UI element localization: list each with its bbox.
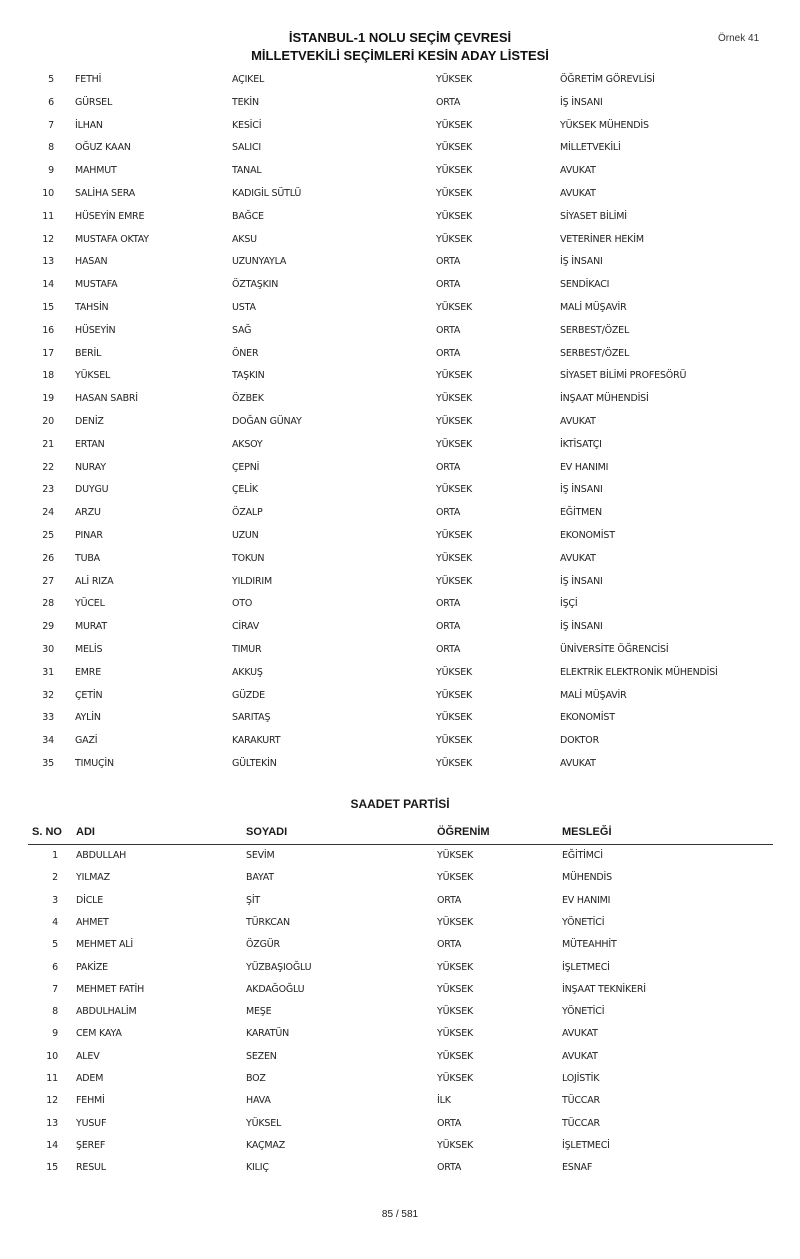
cell-education: YÜKSEK: [436, 712, 473, 724]
cell-profession: İŞ İNSANI: [560, 621, 603, 633]
cell-surname: TANAL: [232, 165, 262, 177]
cell-education: ORTA: [436, 461, 461, 473]
cell-education: YÜKSEK: [436, 210, 473, 222]
cell-surname: KARAKURT: [232, 735, 281, 747]
cell-education: ORTA: [436, 347, 461, 359]
table-row: [0, 939, 800, 957]
cell-surname: AKKUŞ: [232, 666, 263, 678]
table-row: [0, 234, 800, 252]
cell-education: ORTA: [436, 598, 461, 610]
cell-no: 28: [42, 598, 54, 610]
cell-no: 5: [52, 939, 58, 951]
cell-no: 7: [48, 119, 54, 131]
cell-education: YÜKSEK: [436, 302, 473, 313]
table-row: [0, 1140, 800, 1158]
table-row: [0, 598, 800, 616]
cell-education: YÜKSEK: [437, 961, 474, 973]
cell-education: ORTA: [437, 1162, 462, 1174]
cell-surname: SARITAŞ: [232, 712, 271, 724]
cell-education: ORTA: [437, 894, 462, 906]
cell-education: YÜKSEK: [436, 666, 473, 678]
table-row: [0, 1006, 800, 1024]
table-row: [0, 690, 800, 708]
cell-education: ORTA: [436, 96, 461, 108]
cell-profession: MİLLETVEKİLİ: [560, 142, 621, 154]
cell-education: ORTA: [437, 1117, 462, 1129]
cell-no: 12: [46, 1095, 58, 1107]
table-row: [0, 74, 800, 92]
cell-no: 9: [48, 165, 54, 177]
cell-profession: EV HANIMI: [560, 461, 609, 473]
cell-name: OĞUZ KAAN: [75, 142, 131, 154]
cell-surname: TAŞKIN: [232, 370, 265, 382]
cell-profession: ELEKTRİK ELEKTRONİK MÜHENDİSİ: [560, 666, 718, 678]
cell-surname: BAYAT: [246, 872, 274, 884]
cell-surname: ÖZGÜR: [246, 939, 280, 951]
cell-no: 25: [42, 530, 54, 541]
table-row: [0, 348, 800, 366]
cell-no: 24: [42, 507, 54, 519]
cell-surname: GÜZDE: [232, 689, 265, 701]
cell-name: MUSTAFA OKTAY: [75, 233, 149, 245]
cell-education: ORTA: [436, 621, 461, 633]
table-row: [0, 1162, 800, 1180]
cell-name: HÜSEYİN EMRE: [75, 210, 145, 222]
cell-education: YÜKSEK: [436, 552, 473, 564]
cell-education: YÜKSEK: [436, 165, 473, 177]
cell-no: 2: [52, 872, 58, 884]
cell-profession: İNŞAAT MÜHENDİSİ: [560, 393, 649, 405]
cell-surname: UZUN: [232, 530, 259, 541]
table-row: [0, 256, 800, 274]
table-row: [0, 553, 800, 571]
cell-profession: MALİ MÜŞAVİR: [560, 302, 627, 313]
cell-education: YÜKSEK: [436, 530, 473, 541]
cell-no: 17: [42, 347, 54, 359]
cell-profession: AVUKAT: [562, 1028, 598, 1040]
header-divider: [28, 844, 773, 845]
cell-surname: OTO: [232, 598, 253, 610]
cell-profession: SERBEST/ÖZEL: [560, 347, 630, 359]
cell-no: 23: [42, 484, 54, 496]
cell-profession: EĞİTİMCİ: [562, 850, 603, 861]
cell-education: YÜKSEK: [436, 758, 473, 769]
table-row: [0, 120, 800, 138]
cell-name: MEHMET FATİH: [76, 983, 145, 995]
cell-surname: KAÇMAZ: [246, 1139, 286, 1151]
cell-name: MUSTAFA: [75, 279, 118, 291]
cell-surname: TEKİN: [232, 96, 259, 108]
cell-education: YÜKSEK: [437, 872, 474, 884]
cell-profession: İNŞAAT TEKNİKERİ: [562, 983, 646, 995]
table-row: [0, 302, 800, 320]
cell-education: YÜKSEK: [436, 689, 473, 701]
cell-profession: SİYASET BİLİMİ PROFESÖRÜ: [560, 370, 687, 382]
cell-surname: KESİCİ: [232, 119, 262, 131]
table-row: [0, 917, 800, 935]
cell-education: YÜKSEK: [436, 142, 473, 154]
table-row: [0, 165, 800, 183]
table-row: [0, 621, 800, 639]
cell-surname: KARATÜN: [246, 1028, 290, 1040]
table-row: [0, 416, 800, 434]
cell-name: ABDULHALİM: [76, 1006, 137, 1018]
cell-education: YÜKSEK: [436, 74, 473, 85]
cell-name: MURAT: [75, 621, 107, 633]
cell-surname: YÜZBAŞIOĞLU: [246, 961, 312, 973]
cell-education: YÜKSEK: [436, 438, 473, 450]
cell-surname: KADIGİL SÜTLÜ: [232, 188, 302, 199]
cell-profession: EĞİTMEN: [560, 507, 602, 519]
cell-name: YÜKSEL: [75, 370, 111, 382]
cell-education: YÜKSEK: [436, 393, 473, 405]
cell-profession: İŞLETMECİ: [562, 1139, 610, 1151]
col-header-profession: MESLEĞİ: [562, 826, 612, 838]
cell-profession: İŞ İNSANI: [560, 484, 603, 496]
cell-no: 5: [48, 74, 54, 85]
cell-education: YÜKSEK: [437, 1073, 474, 1084]
cell-surname: CİRAV: [232, 621, 260, 633]
cell-name: PAKİZE: [76, 961, 108, 973]
table-row: [0, 712, 800, 730]
cell-profession: ESNAF: [562, 1162, 593, 1174]
cell-surname: ÖZBEK: [232, 393, 264, 405]
cell-name: FEHMİ: [76, 1095, 105, 1107]
cell-name: ERTAN: [75, 438, 105, 450]
cell-education: YÜKSEK: [436, 416, 473, 427]
cell-no: 9: [52, 1028, 58, 1040]
cell-profession: AVUKAT: [560, 188, 596, 199]
cell-profession: MALİ MÜŞAVİR: [560, 689, 627, 701]
cell-profession: MÜHENDİS: [562, 872, 612, 884]
col-header-name: ADI: [76, 826, 95, 838]
cell-profession: İŞLETMECİ: [562, 961, 610, 973]
cell-name: DUYGU: [75, 484, 109, 496]
cell-surname: ÇEPNİ: [232, 461, 260, 473]
cell-profession: İKTİSATÇI: [560, 438, 602, 450]
cell-surname: AKDAĞOĞLU: [246, 983, 305, 995]
cell-surname: HAVA: [246, 1095, 271, 1107]
cell-surname: AKSOY: [232, 438, 263, 450]
cell-surname: BAĞCE: [232, 210, 264, 222]
table-row: [0, 1051, 800, 1069]
table-row: [0, 530, 800, 548]
cell-profession: AVUKAT: [560, 552, 596, 564]
table-row: [0, 962, 800, 980]
cell-name: ŞEREF: [76, 1139, 106, 1151]
cell-profession: AVUKAT: [560, 758, 596, 769]
cell-surname: YÜKSEL: [246, 1117, 282, 1129]
cell-name: MEHMET ALİ: [76, 939, 133, 951]
table-row: [0, 850, 800, 868]
table-row: [0, 507, 800, 525]
cell-education: ORTA: [436, 324, 461, 336]
table-row: [0, 895, 800, 913]
cell-name: TAHSİN: [75, 302, 109, 313]
cell-education: YÜKSEK: [436, 119, 473, 131]
cell-profession: EV HANIMI: [562, 894, 611, 906]
cell-education: ORTA: [436, 507, 461, 519]
cell-profession: MÜTEAHHİT: [562, 939, 617, 951]
cell-education: YÜKSEK: [436, 735, 473, 747]
cell-name: AHMET: [76, 916, 109, 928]
cell-no: 6: [48, 96, 54, 108]
cell-name: ABDULLAH: [76, 850, 127, 861]
cell-no: 18: [42, 370, 54, 382]
cell-no: 4: [52, 916, 58, 928]
cell-surname: AÇIKEL: [232, 74, 265, 85]
table-row: [0, 279, 800, 297]
cell-no: 19: [42, 393, 54, 405]
cell-education: ORTA: [437, 939, 462, 951]
col-header-surname: SOYADI: [246, 826, 288, 838]
cell-profession: VETERİNER HEKİM: [560, 233, 644, 245]
cell-no: 27: [42, 575, 54, 587]
table-row: [0, 142, 800, 160]
cell-name: CEM KAYA: [76, 1028, 122, 1040]
cell-name: ARZU: [75, 507, 101, 519]
cell-name: DENİZ: [75, 416, 104, 427]
table-row: [0, 439, 800, 457]
cell-no: 10: [42, 188, 54, 199]
cell-surname: TOKUN: [232, 552, 265, 564]
cell-education: YÜKSEK: [437, 1028, 474, 1040]
cell-no: 11: [42, 210, 54, 222]
table-row: [0, 1095, 800, 1113]
cell-education: ORTA: [436, 279, 461, 291]
table-row: [0, 325, 800, 343]
cell-surname: USTA: [232, 302, 256, 313]
cell-surname: ÖZALP: [232, 507, 263, 519]
cell-name: RESUL: [76, 1162, 106, 1174]
cell-profession: İŞ İNSANI: [560, 96, 603, 108]
cell-name: NURAY: [75, 461, 106, 473]
cell-surname: SEZEN: [246, 1050, 277, 1062]
form-code: Örnek 41: [718, 33, 760, 44]
cell-name: ALEV: [76, 1050, 100, 1062]
cell-name: YILMAZ: [76, 872, 110, 884]
cell-profession: TÜCCAR: [562, 1117, 600, 1129]
cell-no: 32: [42, 689, 54, 701]
cell-no: 20: [42, 416, 54, 427]
cell-no: 22: [42, 461, 54, 473]
cell-name: MAHMUT: [75, 165, 117, 177]
table-header: [0, 826, 800, 844]
cell-no: 8: [48, 142, 54, 154]
table-row: [0, 984, 800, 1002]
cell-surname: YILDIRIM: [232, 575, 273, 587]
cell-surname: SEVİM: [246, 850, 275, 861]
cell-name: GÜRSEL: [75, 96, 113, 108]
page-number: 85 / 581: [381, 1209, 419, 1220]
cell-name: SALİHA SERA: [75, 188, 136, 199]
cell-education: YÜKSEK: [436, 575, 473, 587]
cell-education: ORTA: [436, 644, 461, 655]
cell-profession: SERBEST/ÖZEL: [560, 324, 630, 336]
cell-profession: AVUKAT: [560, 165, 596, 177]
cell-education: YÜKSEK: [437, 983, 474, 995]
cell-no: 26: [42, 552, 54, 564]
cell-profession: SİYASET BİLİMİ: [560, 210, 627, 222]
cell-surname: ÖZTAŞKIN: [232, 279, 279, 291]
cell-name: FETHİ: [75, 74, 102, 85]
cell-name: PINAR: [75, 530, 103, 541]
cell-education: YÜKSEK: [437, 916, 474, 928]
cell-education: YÜKSEK: [436, 188, 473, 199]
cell-surname: ŞİT: [246, 894, 261, 906]
cell-no: 29: [42, 621, 54, 633]
cell-no: 34: [42, 735, 54, 747]
cell-no: 14: [42, 279, 54, 291]
table-row: [0, 576, 800, 594]
table-row: [0, 758, 800, 776]
cell-no: 16: [42, 324, 54, 336]
cell-name: ALİ RIZA: [75, 575, 114, 587]
cell-name: İLHAN: [75, 119, 103, 131]
cell-surname: SAĞ: [232, 324, 252, 336]
cell-no: 3: [52, 894, 58, 906]
cell-no: 21: [42, 438, 54, 450]
cell-no: 10: [46, 1050, 58, 1062]
cell-profession: YÜKSEK MÜHENDİS: [560, 119, 649, 131]
table-row: [0, 667, 800, 685]
cell-no: 12: [42, 233, 54, 245]
table-row: [0, 1073, 800, 1091]
cell-profession: İŞÇİ: [560, 598, 578, 610]
cell-profession: SENDİKACI: [560, 279, 610, 291]
cell-education: YÜKSEK: [437, 1006, 474, 1018]
table-row: [0, 211, 800, 229]
cell-name: HASAN SABRİ: [75, 393, 138, 405]
cell-name: BERİL: [75, 347, 102, 359]
cell-name: YÜCEL: [75, 598, 105, 610]
cell-no: 11: [46, 1073, 58, 1084]
cell-surname: KILIÇ: [246, 1162, 269, 1174]
table-row: [0, 370, 800, 388]
cell-profession: İŞ İNSANI: [560, 256, 603, 268]
cell-education: YÜKSEK: [436, 233, 473, 245]
document-title-line1: İSTANBUL-1 NOLU SEÇİM ÇEVRESİ: [288, 30, 512, 45]
table-row: [0, 1118, 800, 1136]
cell-name: GAZİ: [75, 735, 98, 747]
cell-education: YÜKSEK: [437, 1139, 474, 1151]
cell-name: ADEM: [76, 1073, 104, 1084]
cell-profession: TÜCCAR: [562, 1095, 600, 1107]
cell-surname: AKSU: [232, 233, 257, 245]
cell-profession: YÖNETİCİ: [562, 1006, 605, 1018]
cell-no: 1: [52, 850, 58, 861]
cell-surname: GÜLTEKİN: [232, 758, 277, 769]
cell-name: YUSUF: [76, 1117, 107, 1129]
table-row: [0, 1028, 800, 1046]
cell-education: YÜKSEK: [437, 850, 474, 861]
cell-education: YÜKSEK: [436, 484, 473, 496]
cell-profession: DOKTOR: [560, 735, 599, 747]
table-row: [0, 462, 800, 480]
cell-education: ORTA: [436, 256, 461, 268]
cell-profession: YÖNETİCİ: [562, 916, 605, 928]
table-row: [0, 872, 800, 890]
cell-name: TUBA: [75, 552, 100, 564]
party-name: SAADET PARTİSİ: [350, 797, 450, 811]
cell-no: 6: [52, 961, 58, 973]
cell-no: 31: [42, 666, 54, 678]
cell-surname: BOZ: [246, 1073, 266, 1084]
cell-no: 8: [52, 1006, 58, 1018]
col-header-no: S. NO: [32, 826, 62, 838]
cell-surname: MEŞE: [246, 1006, 272, 1018]
cell-education: YÜKSEK: [436, 370, 473, 382]
cell-surname: DOĞAN GÜNAY: [232, 416, 302, 427]
cell-profession: AVUKAT: [560, 416, 596, 427]
cell-name: EMRE: [75, 666, 102, 678]
cell-no: 15: [42, 302, 54, 313]
cell-no: 33: [42, 712, 54, 724]
cell-no: 35: [42, 758, 54, 769]
cell-name: ÇETİN: [75, 689, 103, 701]
table-row: [0, 484, 800, 502]
cell-surname: TÜRKCAN: [246, 916, 290, 928]
cell-education: YÜKSEK: [437, 1050, 474, 1062]
cell-no: 13: [46, 1117, 58, 1129]
table-row: [0, 188, 800, 206]
cell-surname: ÇELİK: [232, 484, 258, 496]
cell-no: 30: [42, 644, 54, 655]
cell-no: 15: [46, 1162, 58, 1174]
cell-education: İLK: [437, 1095, 451, 1107]
cell-profession: ÖĞRETİM GÖREVLİSİ: [560, 74, 655, 85]
cell-name: AYLİN: [75, 712, 101, 724]
document-title-line2: MİLLETVEKİLİ SEÇİMLERİ KESİN ADAY LİSTESİ: [251, 48, 549, 63]
cell-profession: İŞ İNSANI: [560, 575, 603, 587]
table-row: [0, 735, 800, 753]
cell-profession: AVUKAT: [562, 1050, 598, 1062]
cell-no: 7: [52, 983, 58, 995]
cell-no: 13: [42, 256, 54, 268]
cell-profession: EKONOMİST: [560, 530, 615, 541]
cell-surname: UZUNYAYLA: [232, 256, 287, 268]
col-header-education: ÖĞRENİM: [437, 826, 490, 838]
cell-name: DİCLE: [76, 894, 104, 906]
table-row: [0, 644, 800, 662]
cell-no: 14: [46, 1139, 58, 1151]
cell-name: TIMUÇİN: [75, 758, 114, 769]
cell-profession: ÜNİVERSİTE ÖĞRENCİSİ: [560, 644, 669, 655]
cell-name: HÜSEYİN: [75, 324, 116, 336]
cell-name: HASAN: [75, 256, 108, 268]
cell-surname: SALICI: [232, 142, 262, 154]
cell-profession: LOJİSTİK: [562, 1073, 600, 1084]
table-row: [0, 97, 800, 115]
cell-name: MELİS: [75, 644, 103, 655]
table-row: [0, 393, 800, 411]
cell-surname: ÖNER: [232, 347, 259, 359]
cell-profession: EKONOMİST: [560, 712, 615, 724]
cell-surname: TIMUR: [232, 644, 262, 655]
